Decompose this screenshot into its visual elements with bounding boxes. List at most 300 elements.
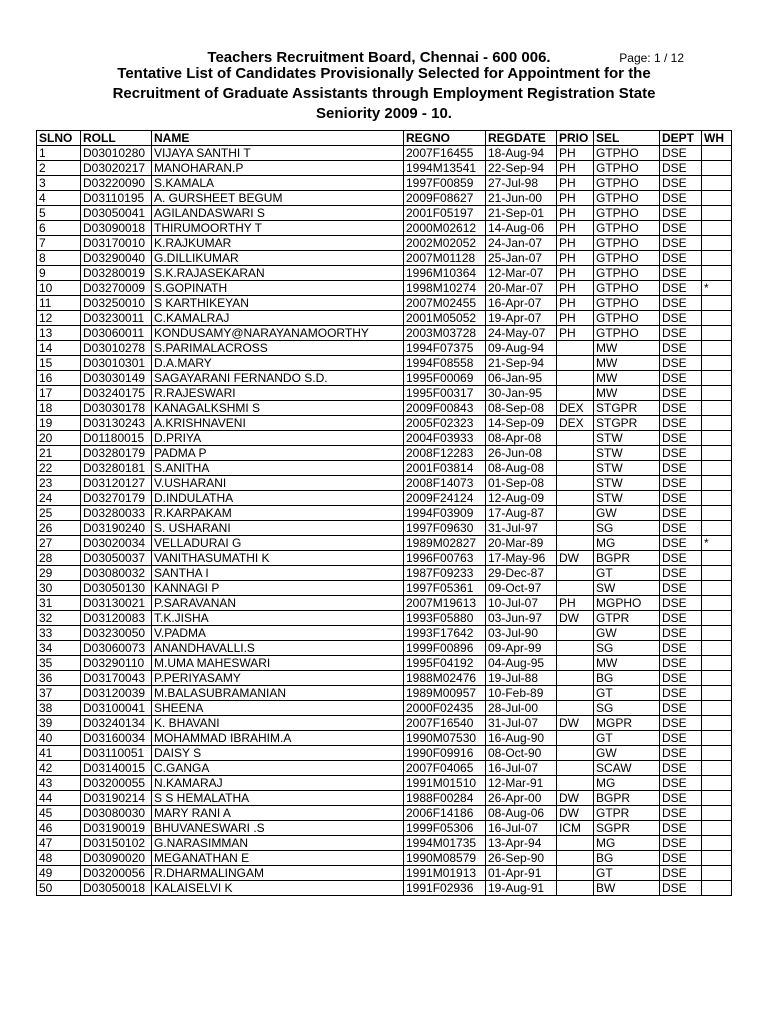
cell-name: K. BHAVANI — [152, 716, 404, 731]
board-title: Teachers Recruitment Board, Chennai - 600 006. — [207, 49, 551, 66]
cell-regdate: 08-Aug-08 — [486, 461, 557, 476]
cell-prio — [557, 626, 594, 641]
cell-sel: GTPHO — [594, 191, 660, 206]
cell-roll: D03270009 — [81, 281, 152, 296]
cell-dept: DSE — [660, 731, 702, 746]
cell-sel: GTPHO — [594, 146, 660, 161]
cell-slno: 16 — [37, 371, 81, 386]
cell-slno: 33 — [37, 626, 81, 641]
cell-regno: 1990F09916 — [404, 746, 486, 761]
table-row — [37, 191, 732, 206]
table-row — [37, 566, 732, 581]
cell-prio — [557, 461, 594, 476]
cell-slno: 47 — [37, 836, 81, 851]
cell-name: M.UMA MAHESWARI — [152, 656, 404, 671]
column-header-dept: DEPT — [660, 131, 702, 146]
cell-sel: GTPHO — [594, 326, 660, 341]
cell-prio — [557, 776, 594, 791]
table-row — [37, 491, 732, 506]
table-row — [37, 596, 732, 611]
cell-regdate: 16-Apr-07 — [486, 296, 557, 311]
cell-dept: DSE — [660, 581, 702, 596]
cell-wh — [702, 656, 732, 671]
cell-roll: D03120127 — [81, 476, 152, 491]
cell-regno: 2007F16455 — [404, 146, 486, 161]
cell-name: P.SARAVANAN — [152, 596, 404, 611]
cell-regdate: 21-Jun-00 — [486, 191, 557, 206]
cell-sel: STW — [594, 476, 660, 491]
table-row — [37, 791, 732, 806]
cell-prio — [557, 491, 594, 506]
cell-dept: DSE — [660, 716, 702, 731]
cell-slno: 8 — [37, 251, 81, 266]
cell-name: SAGAYARANI FERNANDO S.D. — [152, 371, 404, 386]
cell-dept: DSE — [660, 776, 702, 791]
cell-wh — [702, 596, 732, 611]
cell-dept: DSE — [660, 851, 702, 866]
cell-regno: 1995F00069 — [404, 371, 486, 386]
cell-dept: DSE — [660, 491, 702, 506]
cell-sel: MG — [594, 836, 660, 851]
table-row — [37, 461, 732, 476]
cell-wh — [702, 836, 732, 851]
cell-slno: 37 — [37, 686, 81, 701]
cell-prio: DW — [557, 716, 594, 731]
cell-slno: 34 — [37, 641, 81, 656]
cell-slno: 50 — [37, 881, 81, 896]
subtitle-line-2: Recruitment of Graduate Assistants through Employment Registration State — [112, 85, 656, 102]
cell-regno: 2009F24124 — [404, 491, 486, 506]
cell-roll: D03060073 — [81, 641, 152, 656]
cell-regdate: 26-Sep-90 — [486, 851, 557, 866]
cell-name: P.PERIYASAMY — [152, 671, 404, 686]
cell-wh — [702, 476, 732, 491]
cell-regdate: 24-May-07 — [486, 326, 557, 341]
cell-prio — [557, 566, 594, 581]
cell-name: THIRUMOORTHY T — [152, 221, 404, 236]
cell-wh — [702, 146, 732, 161]
cell-roll: D03270179 — [81, 491, 152, 506]
cell-name: VIJAYA SANTHI T — [152, 146, 404, 161]
cell-roll: D03060011 — [81, 326, 152, 341]
cell-name: A. GURSHEET BEGUM — [152, 191, 404, 206]
cell-slno: 35 — [37, 656, 81, 671]
cell-prio: PH — [557, 206, 594, 221]
cell-regno: 1994F08558 — [404, 356, 486, 371]
cell-regdate: 09-Apr-99 — [486, 641, 557, 656]
table-row — [37, 641, 732, 656]
cell-roll: D03190240 — [81, 521, 152, 536]
cell-sel: BW — [594, 881, 660, 896]
cell-wh — [702, 341, 732, 356]
cell-regdate: 08-Aug-06 — [486, 806, 557, 821]
cell-sel: GT — [594, 686, 660, 701]
cell-slno: 2 — [37, 161, 81, 176]
cell-roll: D03100041 — [81, 701, 152, 716]
cell-sel: BG — [594, 851, 660, 866]
cell-prio — [557, 371, 594, 386]
cell-dept: DSE — [660, 866, 702, 881]
cell-roll: D03240134 — [81, 716, 152, 731]
cell-slno: 38 — [37, 701, 81, 716]
cell-prio — [557, 476, 594, 491]
table-row — [37, 176, 732, 191]
cell-regno: 1994M13541 — [404, 161, 486, 176]
column-header-sel: SEL — [594, 131, 660, 146]
cell-wh — [702, 446, 732, 461]
cell-name: KALAISELVI K — [152, 881, 404, 896]
cell-dept: DSE — [660, 191, 702, 206]
cell-name: MEGANATHAN E — [152, 851, 404, 866]
table-row — [37, 851, 732, 866]
column-header-slno: SLNO — [37, 131, 81, 146]
table-row — [37, 776, 732, 791]
cell-roll: D03290040 — [81, 251, 152, 266]
cell-regdate: 08-Apr-08 — [486, 431, 557, 446]
cell-wh: * — [702, 536, 732, 551]
cell-regno: 1988F00284 — [404, 791, 486, 806]
table-row — [37, 521, 732, 536]
table-row — [37, 686, 732, 701]
cell-dept: DSE — [660, 446, 702, 461]
cell-slno: 7 — [37, 236, 81, 251]
table-row — [37, 731, 732, 746]
cell-prio — [557, 851, 594, 866]
cell-wh — [702, 866, 732, 881]
cell-dept: DSE — [660, 761, 702, 776]
cell-prio — [557, 701, 594, 716]
cell-prio — [557, 446, 594, 461]
cell-slno: 28 — [37, 551, 81, 566]
cell-roll: D03170043 — [81, 671, 152, 686]
table-row — [37, 836, 732, 851]
cell-sel: GW — [594, 746, 660, 761]
cell-sel: SG — [594, 641, 660, 656]
cell-slno: 46 — [37, 821, 81, 836]
table-row — [37, 806, 732, 821]
cell-slno: 3 — [37, 176, 81, 191]
cell-prio: PH — [557, 236, 594, 251]
cell-regno: 1991M01913 — [404, 866, 486, 881]
cell-prio — [557, 641, 594, 656]
cell-name: KANNAGI P — [152, 581, 404, 596]
cell-sel: GTPHO — [594, 221, 660, 236]
cell-roll: D03290110 — [81, 656, 152, 671]
cell-roll: D03020217 — [81, 161, 152, 176]
cell-slno: 13 — [37, 326, 81, 341]
cell-roll: D03050037 — [81, 551, 152, 566]
cell-roll: D03080030 — [81, 806, 152, 821]
cell-roll: D03030178 — [81, 401, 152, 416]
cell-prio — [557, 521, 594, 536]
cell-dept: DSE — [660, 536, 702, 551]
cell-prio — [557, 581, 594, 596]
cell-regno: 2006F14186 — [404, 806, 486, 821]
cell-regdate: 14-Aug-06 — [486, 221, 557, 236]
cell-slno: 40 — [37, 731, 81, 746]
cell-dept: DSE — [660, 311, 702, 326]
cell-prio: DW — [557, 551, 594, 566]
cell-sel: BGPR — [594, 551, 660, 566]
cell-regdate: 09-Oct-97 — [486, 581, 557, 596]
cell-regdate: 12-Aug-09 — [486, 491, 557, 506]
cell-regno: 1989M00957 — [404, 686, 486, 701]
cell-name: K.RAJKUMAR — [152, 236, 404, 251]
cell-sel: MW — [594, 341, 660, 356]
cell-roll: D03010301 — [81, 356, 152, 371]
cell-name: DAISY S — [152, 746, 404, 761]
cell-regno: 2001M05052 — [404, 311, 486, 326]
cell-slno: 31 — [37, 596, 81, 611]
cell-regdate: 19-Apr-07 — [486, 311, 557, 326]
cell-regdate: 26-Apr-00 — [486, 791, 557, 806]
table-row — [37, 866, 732, 881]
cell-dept: DSE — [660, 791, 702, 806]
cell-regno: 2007F16540 — [404, 716, 486, 731]
cell-sel: GTPR — [594, 806, 660, 821]
cell-name: AGILANDASWARI S — [152, 206, 404, 221]
cell-regdate: 31-Jul-07 — [486, 716, 557, 731]
cell-dept: DSE — [660, 326, 702, 341]
cell-dept: DSE — [660, 686, 702, 701]
cell-slno: 4 — [37, 191, 81, 206]
cell-name: MARY RANI A — [152, 806, 404, 821]
cell-regdate: 17-May-96 — [486, 551, 557, 566]
cell-roll: D03030149 — [81, 371, 152, 386]
cell-name: S KARTHIKEYAN — [152, 296, 404, 311]
cell-regdate: 25-Jan-07 — [486, 251, 557, 266]
table-row — [37, 626, 732, 641]
cell-sel: MW — [594, 656, 660, 671]
cell-prio — [557, 506, 594, 521]
table-row — [37, 581, 732, 596]
cell-wh — [702, 671, 732, 686]
cell-regno: 1994F03909 — [404, 506, 486, 521]
cell-prio: DW — [557, 791, 594, 806]
cell-regno: 2000F02435 — [404, 701, 486, 716]
cell-slno: 39 — [37, 716, 81, 731]
cell-prio — [557, 836, 594, 851]
cell-name: M.BALASUBRAMANIAN — [152, 686, 404, 701]
cell-wh — [702, 296, 732, 311]
cell-roll: D03050130 — [81, 581, 152, 596]
table-row — [37, 446, 732, 461]
cell-sel: SGPR — [594, 821, 660, 836]
cell-name: C.GANGA — [152, 761, 404, 776]
cell-name: S. USHARANI — [152, 521, 404, 536]
cell-prio — [557, 671, 594, 686]
cell-roll: D03120039 — [81, 686, 152, 701]
cell-name: ANANDHAVALLI.S — [152, 641, 404, 656]
cell-dept: DSE — [660, 671, 702, 686]
cell-prio: ICM — [557, 821, 594, 836]
cell-roll: D03240175 — [81, 386, 152, 401]
cell-name: S.K.RAJASEKARAN — [152, 266, 404, 281]
cell-regno: 1999F00896 — [404, 641, 486, 656]
cell-dept: DSE — [660, 431, 702, 446]
cell-name: V.USHARANI — [152, 476, 404, 491]
cell-prio — [557, 536, 594, 551]
column-header-name: NAME — [152, 131, 404, 146]
cell-wh — [702, 431, 732, 446]
cell-roll: D03200056 — [81, 866, 152, 881]
cell-roll: D03190019 — [81, 821, 152, 836]
cell-wh — [702, 746, 732, 761]
cell-slno: 1 — [37, 146, 81, 161]
cell-sel: BGPR — [594, 791, 660, 806]
cell-sel: SCAW — [594, 761, 660, 776]
cell-slno: 17 — [37, 386, 81, 401]
cell-wh — [702, 266, 732, 281]
cell-name: R.KARPAKAM — [152, 506, 404, 521]
cell-name: G.NARASIMMAN — [152, 836, 404, 851]
cell-roll: D03020034 — [81, 536, 152, 551]
cell-sel: STGPR — [594, 416, 660, 431]
cell-name: PADMA P — [152, 446, 404, 461]
cell-wh — [702, 881, 732, 896]
cell-roll: D03280033 — [81, 506, 152, 521]
cell-wh — [702, 491, 732, 506]
cell-prio: DEX — [557, 416, 594, 431]
cell-prio — [557, 881, 594, 896]
table-row — [37, 476, 732, 491]
cell-dept: DSE — [660, 401, 702, 416]
cell-dept: DSE — [660, 611, 702, 626]
cell-prio: PH — [557, 596, 594, 611]
cell-roll: D03010278 — [81, 341, 152, 356]
cell-slno: 15 — [37, 356, 81, 371]
cell-wh — [702, 401, 732, 416]
cell-sel: MW — [594, 371, 660, 386]
cell-regdate: 20-Mar-07 — [486, 281, 557, 296]
cell-roll: D03200055 — [81, 776, 152, 791]
cell-dept: DSE — [660, 701, 702, 716]
cell-regdate: 14-Sep-09 — [486, 416, 557, 431]
cell-wh — [702, 311, 732, 326]
cell-sel: STW — [594, 446, 660, 461]
cell-name: VANITHASUMATHI K — [152, 551, 404, 566]
cell-regno: 2007M19613 — [404, 596, 486, 611]
cell-wh — [702, 386, 732, 401]
table-row — [37, 386, 732, 401]
table-row — [37, 761, 732, 776]
cell-regdate: 01-Apr-91 — [486, 866, 557, 881]
cell-regno: 1989M02827 — [404, 536, 486, 551]
cell-regno: 2009F08627 — [404, 191, 486, 206]
column-header-regno: REGNO — [404, 131, 486, 146]
cell-dept: DSE — [660, 821, 702, 836]
cell-regno: 1997F00859 — [404, 176, 486, 191]
cell-dept: DSE — [660, 806, 702, 821]
cell-roll: D03090020 — [81, 851, 152, 866]
cell-prio: DW — [557, 806, 594, 821]
cell-sel: GTPHO — [594, 206, 660, 221]
cell-roll: D01180015 — [81, 431, 152, 446]
cell-wh — [702, 221, 732, 236]
cell-slno: 32 — [37, 611, 81, 626]
cell-slno: 25 — [37, 506, 81, 521]
subtitle-line-1: Tentative List of Candidates Provisionally Selected for Appointment for the — [117, 65, 651, 82]
cell-dept: DSE — [660, 371, 702, 386]
cell-sel: GTPHO — [594, 236, 660, 251]
cell-slno: 19 — [37, 416, 81, 431]
cell-regno: 2002M02052 — [404, 236, 486, 251]
cell-prio — [557, 761, 594, 776]
cell-regno: 1994F07375 — [404, 341, 486, 356]
cell-sel: GT — [594, 731, 660, 746]
cell-regdate: 09-Aug-94 — [486, 341, 557, 356]
cell-prio: PH — [557, 266, 594, 281]
cell-regdate: 21-Sep-94 — [486, 356, 557, 371]
cell-sel: SG — [594, 701, 660, 716]
table-row — [37, 611, 732, 626]
cell-dept: DSE — [660, 221, 702, 236]
cell-roll: D03110051 — [81, 746, 152, 761]
cell-dept: DSE — [660, 296, 702, 311]
cell-roll: D03220090 — [81, 176, 152, 191]
table-row — [37, 146, 732, 161]
cell-roll: D03010280 — [81, 146, 152, 161]
cell-wh — [702, 776, 732, 791]
cell-slno: 26 — [37, 521, 81, 536]
cell-wh — [702, 551, 732, 566]
cell-sel: MG — [594, 776, 660, 791]
cell-roll: D03130021 — [81, 596, 152, 611]
cell-regno: 2005F02323 — [404, 416, 486, 431]
table-header-row — [37, 131, 732, 146]
cell-sel: STW — [594, 461, 660, 476]
cell-wh — [702, 191, 732, 206]
cell-regdate: 13-Apr-94 — [486, 836, 557, 851]
cell-name: S.GOPINATH — [152, 281, 404, 296]
cell-wh — [702, 731, 732, 746]
cell-wh — [702, 566, 732, 581]
cell-prio — [557, 746, 594, 761]
cell-wh — [702, 761, 732, 776]
cell-prio — [557, 431, 594, 446]
table-row — [37, 551, 732, 566]
cell-slno: 48 — [37, 851, 81, 866]
cell-slno: 44 — [37, 791, 81, 806]
cell-slno: 20 — [37, 431, 81, 446]
cell-slno: 21 — [37, 446, 81, 461]
cell-dept: DSE — [660, 146, 702, 161]
cell-wh — [702, 791, 732, 806]
table-row — [37, 326, 732, 341]
cell-regno: 1994M01735 — [404, 836, 486, 851]
cell-regno: 1996M10364 — [404, 266, 486, 281]
cell-regdate: 26-Jun-08 — [486, 446, 557, 461]
cell-slno: 9 — [37, 266, 81, 281]
cell-name: C.KAMALRAJ — [152, 311, 404, 326]
cell-roll: D03140015 — [81, 761, 152, 776]
cell-slno: 41 — [37, 746, 81, 761]
cell-dept: DSE — [660, 476, 702, 491]
cell-name: MOHAMMAD IBRAHIM.A — [152, 731, 404, 746]
cell-wh — [702, 461, 732, 476]
table-row — [37, 281, 732, 296]
cell-regno: 1999F05306 — [404, 821, 486, 836]
cell-dept: DSE — [660, 836, 702, 851]
cell-regno: 1997F05361 — [404, 581, 486, 596]
cell-dept: DSE — [660, 206, 702, 221]
cell-regdate: 04-Aug-95 — [486, 656, 557, 671]
cell-dept: DSE — [660, 626, 702, 641]
cell-prio: PH — [557, 296, 594, 311]
cell-regno: 1988M02476 — [404, 671, 486, 686]
cell-name: KANAGALKSHMI S — [152, 401, 404, 416]
cell-regno: 1997F09630 — [404, 521, 486, 536]
